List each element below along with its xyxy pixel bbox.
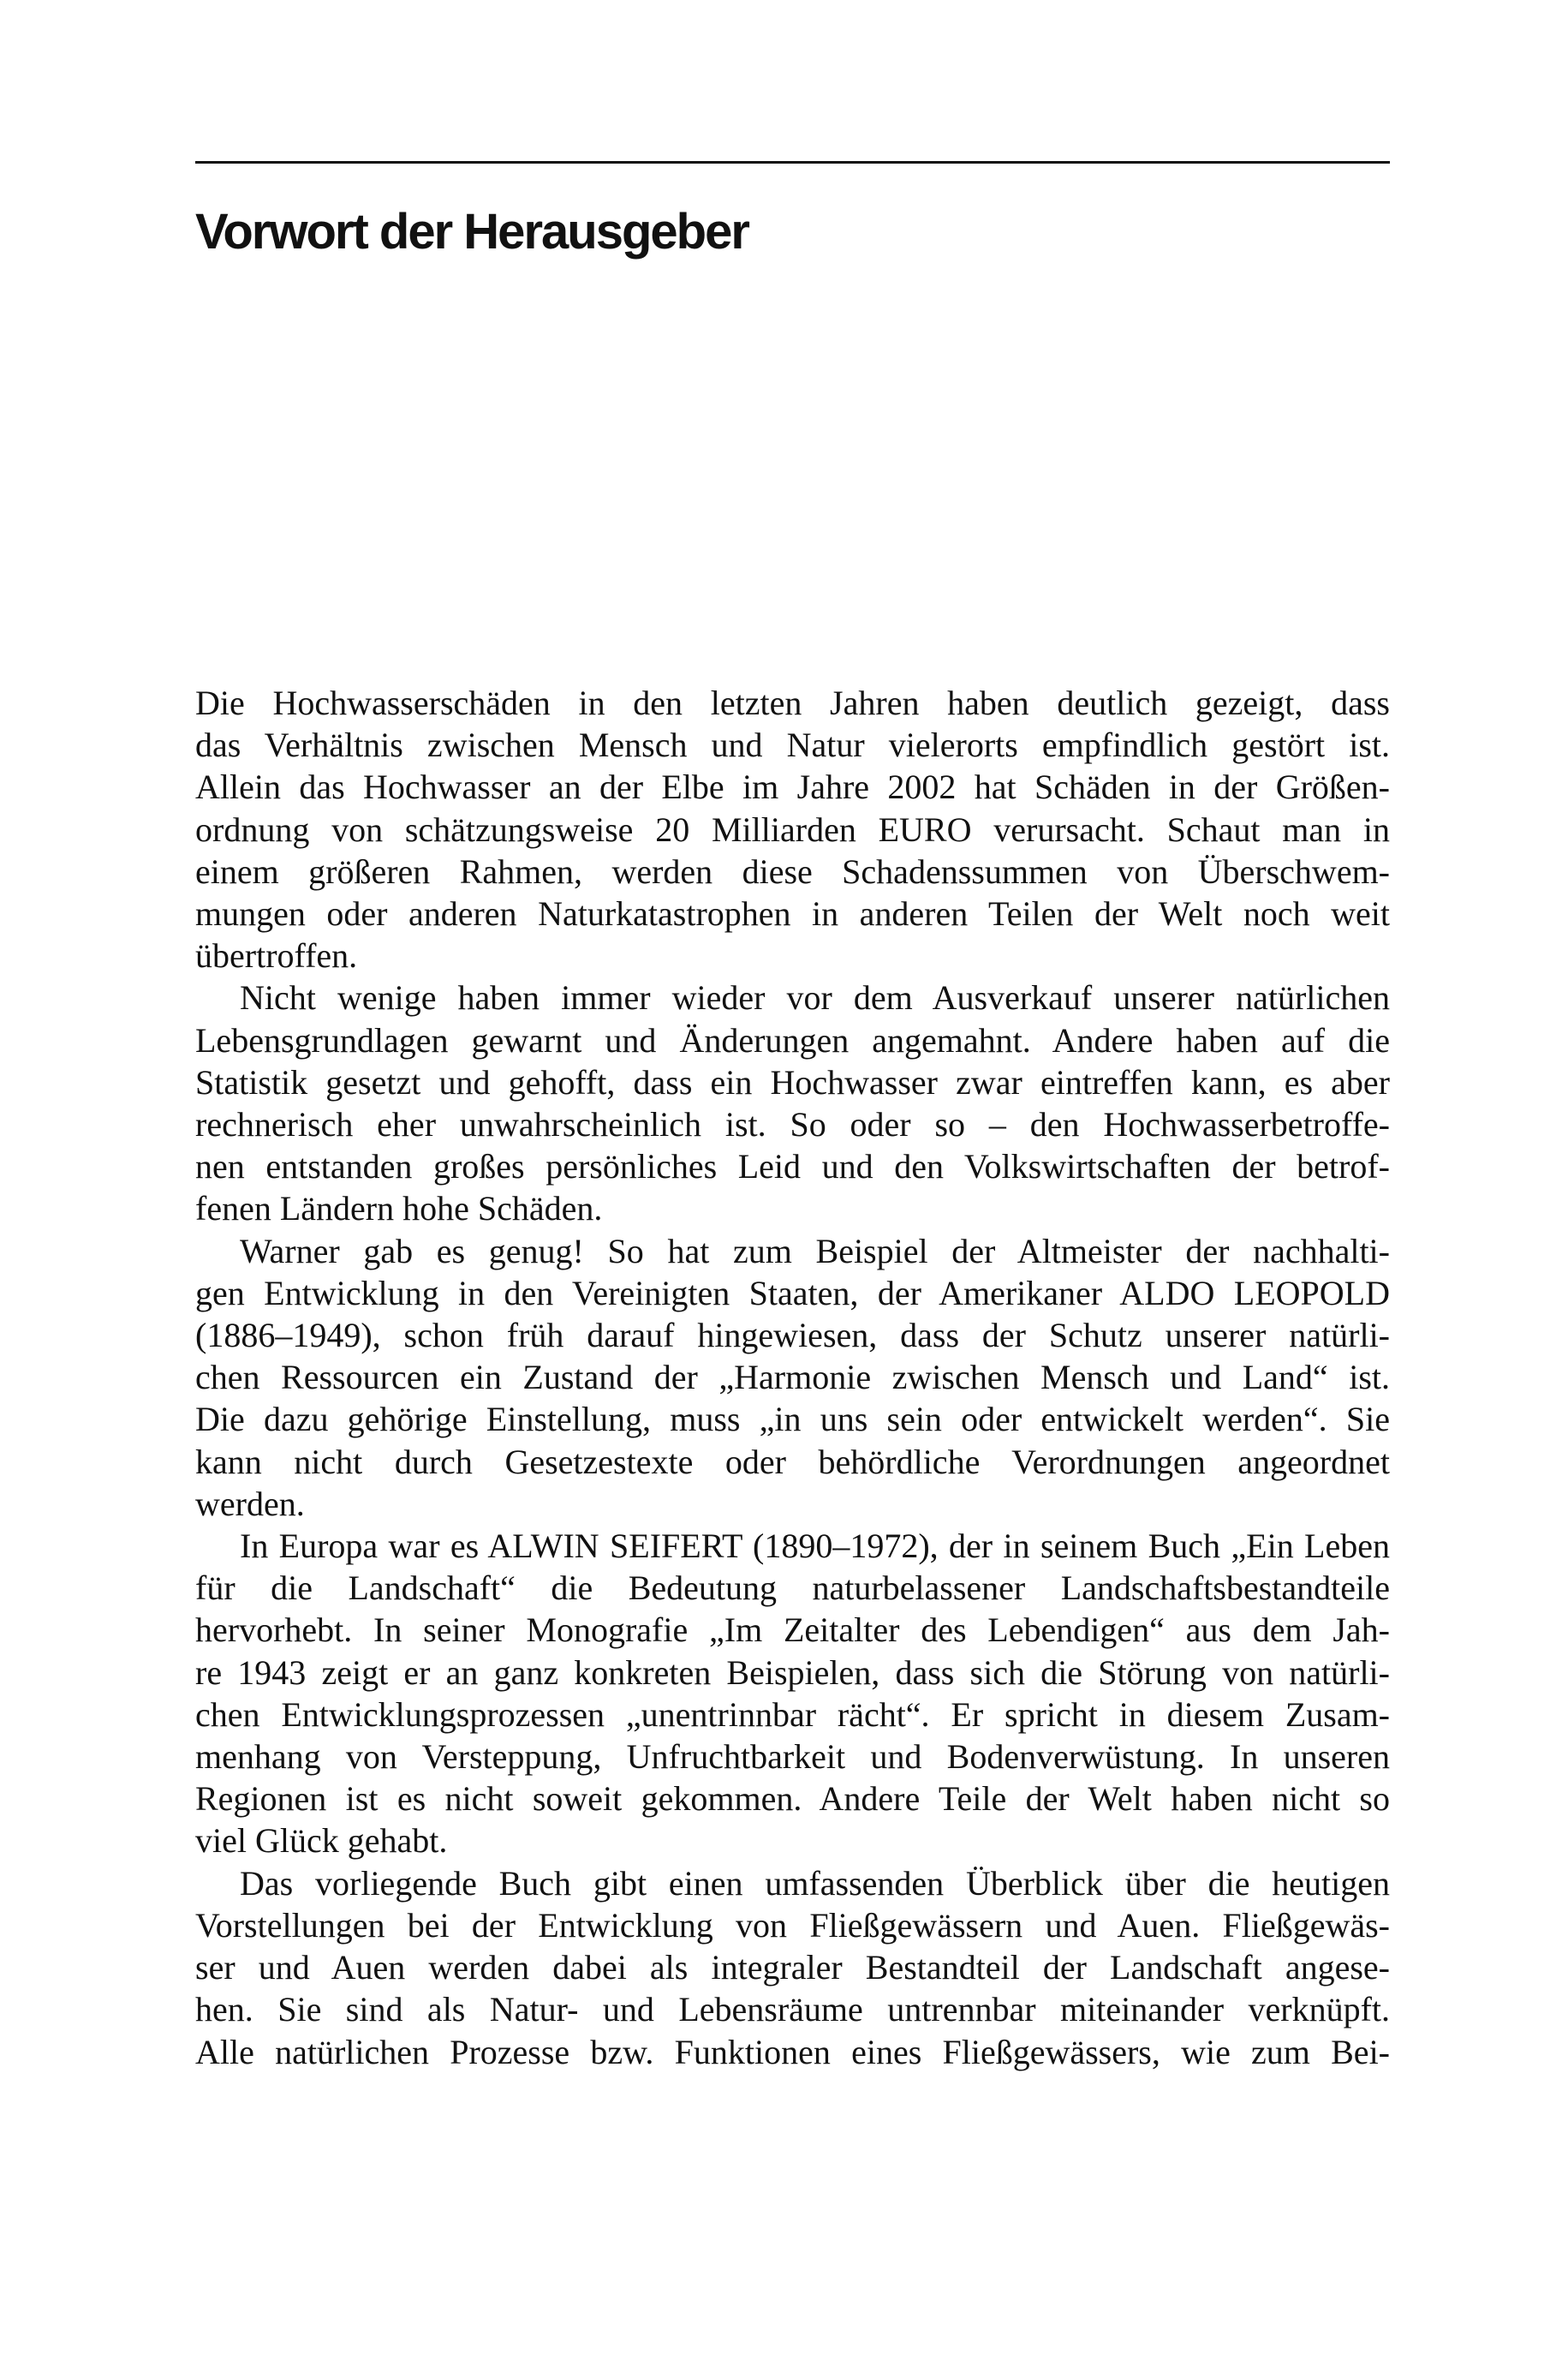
- paragraph-line: hervorhebt. In seiner Monografie „Im Zeitalter des Lebendigen“ aus dem Jah-: [195, 1610, 1390, 1650]
- paragraph-line: In Europa war es ALWIN SEIFERT (1890–1972), der in seinem Buch „Ein Leben: [240, 1527, 1390, 1566]
- paragraph-line: kann nicht durch Gesetzestexte oder behördliche Verordnungen angeordnet: [195, 1442, 1390, 1481]
- paragraph-line: Regionen ist es nicht soweit gekommen. Andere Teile der Welt haben nicht so: [195, 1779, 1390, 1819]
- paragraph-line: (1886–1949), schon früh darauf hingewiesen, dass der Schutz unserer natürli-: [195, 1316, 1390, 1355]
- paragraph: [195, 1230, 1390, 1525]
- paragraph-line: menhang von Versteppung, Unfruchtbarkeit und Bodenverwüstung. In unseren: [195, 1737, 1390, 1777]
- paragraph-line: gen Entwicklung in den Vereinigten Staaten, der Amerikaner ALDO LEOPOLD: [195, 1273, 1390, 1312]
- paragraph-line: Das vorliegende Buch gibt einen umfassenden Überblick über die heutigen: [240, 1863, 1390, 1903]
- body-text: [195, 682, 1390, 2073]
- paragraph-line: übertroffen.: [195, 936, 358, 976]
- paragraph-line: ser und Auen werden dabei als integraler Bestandteil der Landschaft angese-: [195, 1948, 1390, 1987]
- header-rule: [195, 161, 1390, 164]
- paragraph-line: Die Hochwasserschäden in den letzten Jahren haben deutlich gezeigt, dass: [195, 684, 1390, 722]
- paragraph-line: nen entstanden großes persönliches Leid und den Volkswirtschaften der betrof-: [195, 1147, 1390, 1186]
- paragraph-line: Lebensgrundlagen gewarnt und Änderungen angemahnt. Andere haben auf die: [195, 1020, 1390, 1060]
- paragraph-line: mungen oder anderen Naturkatastrophen in anderen Teilen der Welt noch weit: [195, 894, 1390, 934]
- paragraph: [195, 977, 1390, 1229]
- paragraph-line: re 1943 zeigt er an ganz konkreten Beispielen, dass sich die Störung von natürli-: [195, 1652, 1390, 1692]
- paragraph-line: werden.: [195, 1484, 305, 1523]
- paragraph-line: Die dazu gehörige Einstellung, muss „in uns sein oder entwickelt werden“. Sie: [195, 1400, 1390, 1439]
- paragraph-line: für die Landschaft“ die Bedeutung naturbelassener Landschaftsbestandteile: [195, 1568, 1390, 1608]
- paragraph-line: Vorstellungen bei der Entwicklung von Fließgewässern und Auen. Fließgewäs-: [195, 1905, 1390, 1945]
- paragraph-line: Statistik gesetzt und gehofft, dass ein Hochwasser zwar eintreffen kann, es aber: [195, 1062, 1390, 1102]
- paragraph-line: ordnung von schätzungsweise 20 Milliarden EURO verursacht. Schaut man in: [195, 810, 1390, 849]
- paragraph: [195, 682, 1390, 977]
- paragraph-line: rechnerisch eher unwahrscheinlich ist. So oder so – den Hochwasserbetroffe-: [195, 1105, 1390, 1144]
- paragraph-line: hen. Sie sind als Natur- und Lebensräume untrennbar miteinander verknüpft.: [195, 1990, 1390, 2029]
- paragraph-line: chen Ressourcen ein Zustand der „Harmonie zwischen Mensch und Land“ ist.: [195, 1358, 1390, 1397]
- paragraph-line: Nicht wenige haben immer wieder vor dem Ausverkauf unserer natürlichen: [240, 978, 1390, 1018]
- paragraph-line: Allein das Hochwasser an der Elbe im Jahre 2002 hat Schäden in der Größen-: [195, 768, 1390, 807]
- paragraph-line: Alle natürlichen Prozesse bzw. Funktionen eines Fließgewässers, wie zum Bei-: [195, 2032, 1390, 2071]
- chapter-heading: Vorwort der Herausgeber: [195, 204, 748, 260]
- paragraph: [195, 1862, 1390, 2073]
- paragraph-line: das Verhältnis zwischen Mensch und Natur vielerorts empfindlich gestört ist.: [195, 726, 1390, 765]
- paragraph-line: viel Glück gehabt.: [195, 1821, 448, 1861]
- paragraph-line: chen Entwicklungsprozessen „unentrinnbar rächt“. Er spricht in diesem Zusam-: [195, 1694, 1390, 1734]
- paragraph-line: Warner gab es genug! So hat zum Beispiel der Altmeister der nachhalti-: [240, 1231, 1390, 1270]
- paragraph-line: fenen Ländern hohe Schäden.: [195, 1189, 603, 1228]
- paragraph: [195, 1525, 1390, 1862]
- paragraph-line: einem größeren Rahmen, werden diese Schadenssummen von Überschwem-: [195, 851, 1390, 891]
